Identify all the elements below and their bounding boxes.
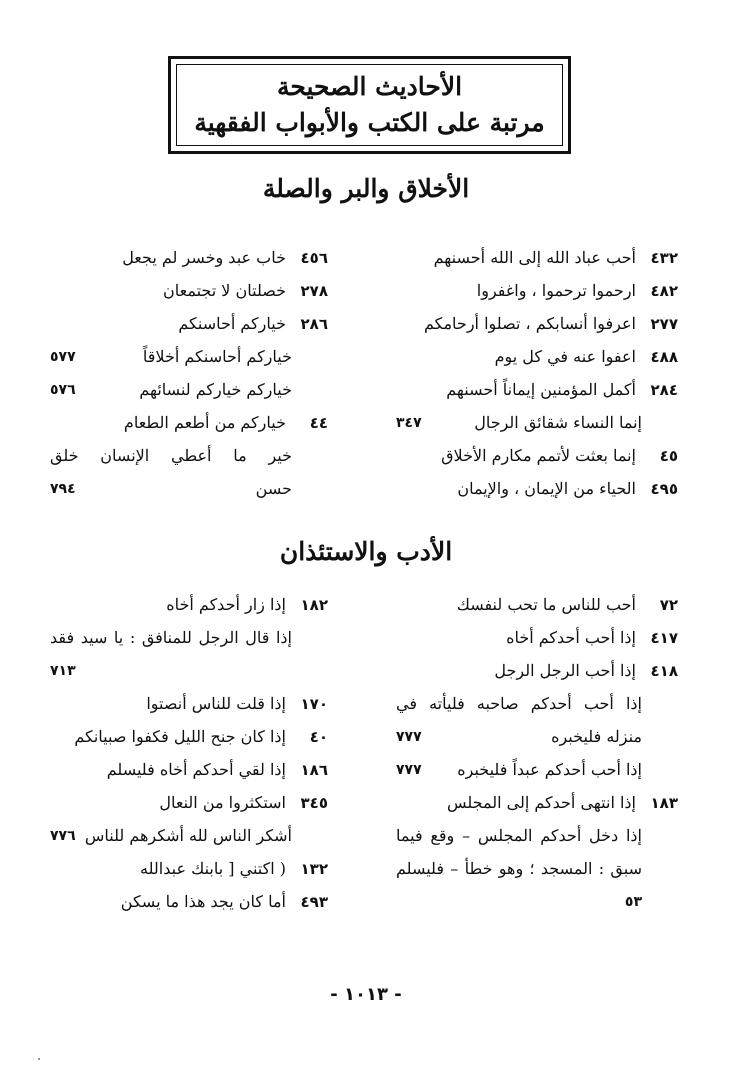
entry-text: إذا كان جنح الليل فكفوا صبيانكم <box>74 727 286 746</box>
entry-text: أحب للناس ما تحب لنفسك <box>456 595 636 614</box>
index-entry <box>50 278 328 304</box>
entry-page-number: ٥٧٧ <box>50 349 76 365</box>
entry-page-number: ١٨٢ <box>300 596 328 614</box>
entry-text: إذا قال الرجل للمنافق : يا سيد فقد <box>50 628 292 647</box>
index-entry <box>396 625 678 651</box>
scan-speck <box>38 1058 40 1060</box>
entry-text: خاب عبد وخسر لم يجعل <box>122 248 286 267</box>
index-entry <box>50 724 328 750</box>
entry-page-number: ٤١٨ <box>650 662 678 680</box>
entry-page-number: ٧٧٧ <box>396 762 422 778</box>
entry-text: إذا لقي أحدكم أخاه فليسلم <box>106 760 286 779</box>
entry-page-number: ٤٤ <box>309 414 328 432</box>
index-entry <box>50 658 328 684</box>
index-entry <box>396 724 678 750</box>
index-entry <box>50 823 328 849</box>
entry-page-number: ٤٠ <box>309 728 328 746</box>
entry-text: أما كان يجد هذا ما يسكن <box>120 892 286 911</box>
entry-page-number: ١٨٣ <box>650 794 678 812</box>
index-entry <box>50 889 328 915</box>
index-entry <box>396 823 678 849</box>
index-entry <box>50 344 328 370</box>
entry-page-number: ٤٣٢ <box>650 249 678 267</box>
section-heading-akhlaq: الأخلاق والبر والصلة <box>262 174 470 203</box>
entry-page-number: ٢٧٧ <box>650 315 678 333</box>
index-entry <box>50 757 328 783</box>
entry-text: ( اكتني [ بابنك عبدالله <box>140 859 286 878</box>
book-title: الأحاديث الصحيحة <box>276 72 463 101</box>
entry-page-number: ١٣٢ <box>300 860 328 878</box>
entry-text: خياركم أحاسنكم أخلاقاً <box>142 347 292 366</box>
entry-text: اعرفوا أنسابكم ، تصلوا أرحامكم <box>424 314 636 333</box>
entry-page-number: ٧٧٦ <box>50 828 76 844</box>
section-heading-adab: الأدب والاستئذان <box>279 537 453 566</box>
entry-text: منزله فليخبره <box>551 727 642 746</box>
entry-page-number: ٥٣ <box>624 894 642 910</box>
index-entry <box>50 625 328 651</box>
index-entry <box>396 443 678 469</box>
entry-text: سبق : المسجد ؛ وهو خطأ – فليسلم <box>396 859 642 878</box>
page-number: - ١٠١٣ - <box>330 984 402 1005</box>
index-entry <box>50 443 328 469</box>
entry-text: خياركم خياركم لنسائهم <box>139 380 292 399</box>
index-entry <box>50 410 328 436</box>
entry-text: إذا دخل أحدكم المجلس – وقع فيما <box>396 826 642 845</box>
index-entry <box>396 377 678 403</box>
entry-page-number: ١٨٦ <box>300 761 328 779</box>
entry-text: إنما النساء شقائق الرجال <box>474 413 642 432</box>
entry-page-number: ٤٩٥ <box>650 480 678 498</box>
index-entry <box>396 344 678 370</box>
entry-page-number: ٤٥٦ <box>300 249 328 267</box>
entry-text: إذا انتهى أحدكم إلى المجلس <box>446 793 636 812</box>
entry-text: خير ما أعطي الإنسان خلق <box>50 446 292 465</box>
entry-page-number: ٢٨٦ <box>300 315 328 333</box>
index-entry <box>50 476 328 502</box>
index-entry <box>396 245 678 271</box>
index-entry <box>396 889 678 915</box>
entry-page-number: ٣٤٥ <box>300 794 328 812</box>
index-entry <box>396 658 678 684</box>
entry-page-number: ٣٤٧ <box>396 415 422 431</box>
index-entry <box>50 691 328 717</box>
index-entry <box>396 856 678 882</box>
entry-text: إنما بعثت لأتمم مكارم الأخلاق <box>441 446 636 465</box>
entry-page-number: ٢٨٤ <box>650 381 678 399</box>
entry-page-number: ٥٧٦ <box>50 382 76 398</box>
entry-text: إذا زار أحدكم أخاه <box>166 595 286 614</box>
index-entry <box>396 311 678 337</box>
index-entry <box>396 592 678 618</box>
index-entry <box>50 377 328 403</box>
entry-text: إذا أحب الرجل الرجل <box>494 661 636 680</box>
index-entry <box>396 691 678 717</box>
entry-page-number: ٧٢ <box>659 596 678 614</box>
entry-text: استكثروا من النعال <box>159 793 286 812</box>
index-entry <box>50 856 328 882</box>
book-subtitle: مرتبة على الكتب والأبواب الفقهية <box>194 108 545 137</box>
entry-page-number: ٤٥ <box>659 447 678 465</box>
entry-page-number: ٤٨٢ <box>650 282 678 300</box>
entry-page-number: ٧١٣ <box>50 663 76 679</box>
entry-text: إذا أحب أحدكم صاحبه فليأته في <box>396 694 642 713</box>
entry-page-number: ١٧٠ <box>300 695 328 713</box>
entry-text: خياركم أحاسنكم <box>178 314 286 333</box>
index-entry <box>50 790 328 816</box>
entry-text: أكمل المؤمنين إيماناً أحسنهم <box>446 380 636 399</box>
index-entry <box>396 278 678 304</box>
entry-text: إذا قلت للناس أنصتوا <box>146 694 286 713</box>
index-entry <box>396 757 678 783</box>
index-entry <box>50 245 328 271</box>
entry-text: الحياء من الإيمان ، والإيمان <box>457 479 636 498</box>
entry-text: خياركم من أطعم الطعام <box>123 413 286 432</box>
index-entry <box>396 790 678 816</box>
entry-text: حسن <box>255 479 292 498</box>
entry-page-number: ٧٧٧ <box>396 729 422 745</box>
entry-page-number: ٤٩٣ <box>300 893 328 911</box>
index-entry <box>50 592 328 618</box>
title-frame-inner <box>176 64 563 146</box>
entry-text: إذا أحب أحدكم عبداً فليخبره <box>457 760 642 779</box>
entry-text: اعفوا عنه في كل يوم <box>494 347 636 366</box>
index-entry <box>50 311 328 337</box>
entry-text: خصلتان لا تجتمعان <box>162 281 286 300</box>
title-frame <box>168 56 571 154</box>
index-entry <box>396 476 678 502</box>
entry-page-number: ٧٩٤ <box>50 481 76 497</box>
entry-page-number: ٤٨٨ <box>650 348 678 366</box>
entry-text: أشكر الناس لله أشكرهم للناس <box>84 826 292 845</box>
entry-text: إذا أحب أحدكم أخاه <box>506 628 636 647</box>
entry-page-number: ٢٧٨ <box>300 282 328 300</box>
entry-page-number: ٤١٧ <box>650 629 678 647</box>
index-entry <box>396 410 678 436</box>
entry-text: ارحموا ترحموا ، واغفروا <box>476 281 636 300</box>
entry-text: أحب عباد الله إلى الله أحسنهم <box>433 248 636 267</box>
